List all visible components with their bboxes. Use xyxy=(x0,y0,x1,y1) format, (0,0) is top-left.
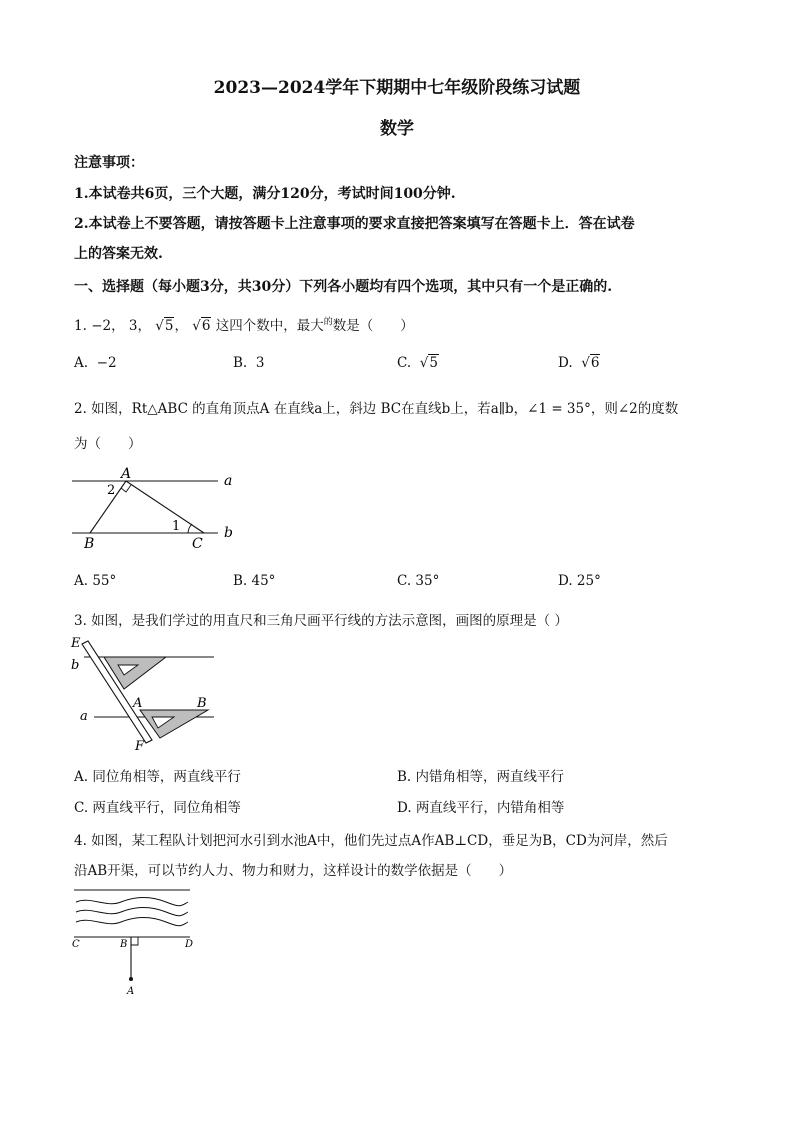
label-b: B xyxy=(120,939,128,950)
label-c-vertex: C xyxy=(192,536,203,552)
q1-sep: ， xyxy=(137,318,151,334)
ruler xyxy=(82,641,152,743)
q1-stem-end: 数是（ ） xyxy=(332,318,414,334)
label-b-line: b xyxy=(71,658,80,673)
label-b-point: B xyxy=(197,696,207,711)
exam-title: 2023—2024学年下期期中七年级阶段练习试题 xyxy=(213,78,581,98)
wave-2 xyxy=(76,908,188,916)
question-2-line-1: 2. 如图，Rt△ABC 的直角顶点A 在直线a上，斜边 BC在直线b上，若a∥b，∠1 = 35°，则∠2的度数 xyxy=(74,401,679,417)
q2-option-c: C. 35° xyxy=(397,573,440,589)
q3-option-a: A. 同位角相等，两直线平行 xyxy=(74,769,241,785)
label-angle-2: 2 xyxy=(107,483,116,498)
label-f: F xyxy=(135,739,145,752)
perpendicular-mark xyxy=(131,937,138,945)
q3-figure xyxy=(66,632,226,752)
label-b-vertex: B xyxy=(84,536,95,552)
notes-item-2-line-1: 2.本试卷上不要答题，请按答题卡上注意事项的要求直接把答案填写在答题卡上．答在试卷 xyxy=(74,216,635,232)
q1-number-3: 3 xyxy=(128,318,138,334)
notes-heading: 注意事项： xyxy=(74,155,144,171)
q1-option-a: A. −2 xyxy=(74,355,117,371)
q1-number-neg2: −2 xyxy=(91,318,112,334)
label-a-line: a xyxy=(80,709,88,724)
q2-option-a: A. 55° xyxy=(74,573,117,589)
label-angle-1: 1 xyxy=(172,519,181,534)
q1-option-c: C. √5 xyxy=(397,355,438,371)
q1-option-b: B. 3 xyxy=(233,355,265,371)
q1-stem: 这四个数中，最大 xyxy=(215,318,324,334)
triangle-ruler-lower xyxy=(140,710,208,738)
label-a-vertex: A xyxy=(121,466,132,482)
q2-option-d: D. 25° xyxy=(558,573,601,589)
question-4-line-1: 4. 如图，某工程队计划把河水引到水池A中，他们先过点A作AB⊥CD，垂足为B，CD为河岸，然后 xyxy=(74,833,668,849)
q1-sep: ， xyxy=(174,318,188,334)
question-2-line-2: 为（ ） xyxy=(74,436,142,452)
label-line-b: b xyxy=(224,525,233,541)
q2-option-b: B. 45° xyxy=(233,573,276,589)
label-a-point: A xyxy=(133,696,143,711)
subject-title: 数学 xyxy=(380,119,414,139)
q2-figure xyxy=(66,462,246,552)
q1-sep: ， xyxy=(111,318,125,334)
notes-item-1: 1.本试卷共6页，三个大题，满分120分，考试时间100分钟. xyxy=(74,186,456,202)
q3-option-c: C. 两直线平行，同位角相等 xyxy=(74,800,241,816)
q1-number: 1. xyxy=(74,318,87,334)
label-d: D xyxy=(185,939,194,950)
q3-option-b: B. 内错角相等，两直线平行 xyxy=(397,769,565,785)
point-a xyxy=(129,977,133,981)
label-e: E xyxy=(71,636,81,651)
notes-item-2-line-2: 上的答案无效. xyxy=(74,246,163,262)
question-1 xyxy=(74,314,414,334)
q1-sqrt-5: √5 xyxy=(155,318,174,334)
question-3: 3. 如图，是我们学过的用直尺和三角尺画平行线的方法示意图，画图的原理是（ ） xyxy=(74,613,568,629)
question-4-line-2: 沿AB开渠，可以节约人力、物力和财力，这样设计的数学依据是（ ） xyxy=(74,863,513,879)
q1-option-d: D. √6 xyxy=(558,355,600,371)
label-c: C xyxy=(72,939,80,950)
label-a: A xyxy=(127,986,135,997)
q1-sqrt-6: √6 xyxy=(192,318,211,334)
label-line-a: a xyxy=(224,473,233,489)
wave-3 xyxy=(76,918,188,926)
wave-1 xyxy=(76,898,188,906)
angle-1-arc xyxy=(188,524,192,533)
section-heading: 一、选择题（每小题3分，共30分）下列各小题均有四个选项，其中只有一个是正确的. xyxy=(74,279,613,295)
q3-option-d: D. 两直线平行，内错角相等 xyxy=(397,800,565,816)
q4-figure xyxy=(66,884,206,999)
q1-superscript-de: 的 xyxy=(323,317,333,328)
side-ac xyxy=(126,481,204,533)
